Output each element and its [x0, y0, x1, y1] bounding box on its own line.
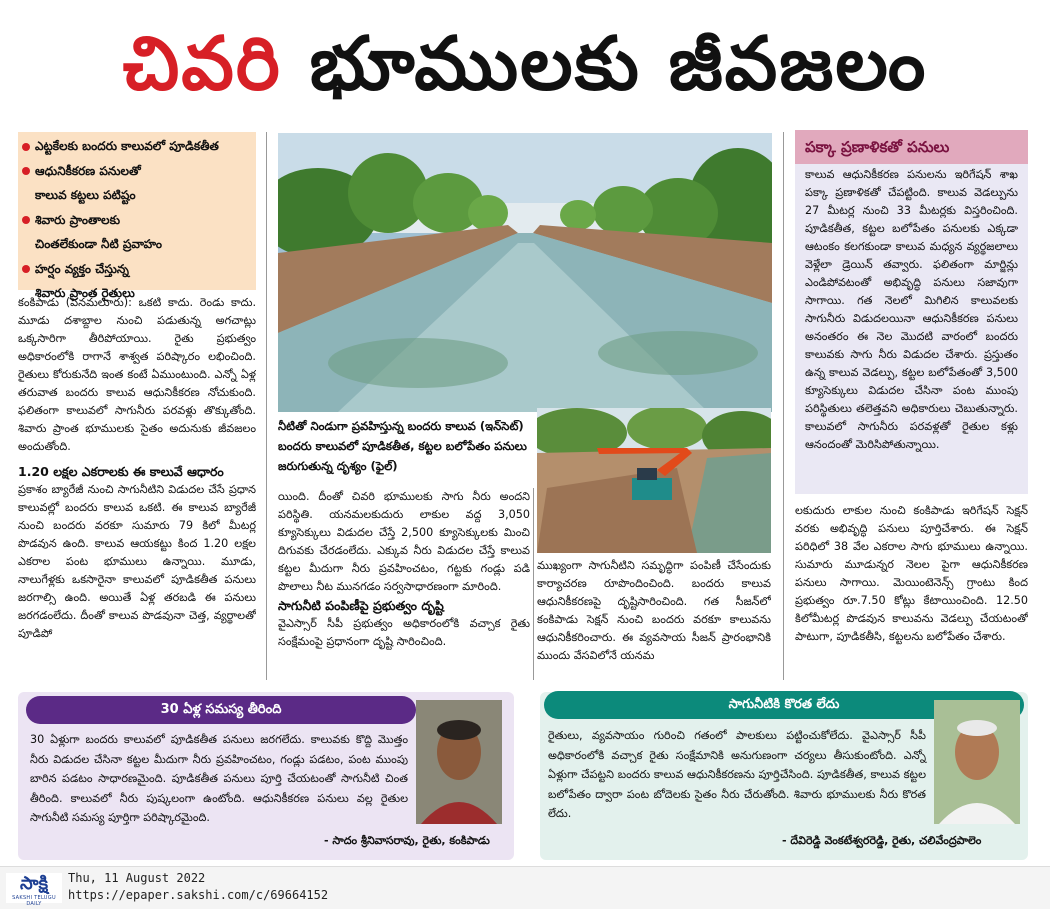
- article-column-4: [795, 502, 1028, 682]
- quote-text-left: 30 ఏళ్లుగా బందరు కాలువలో పూడికతీత పనులు జరగలేదు. కాలువకు కొద్ది మొత్తం నీరు విడుదల చేసినా కట్టల మీదుగా నీరు ప్రవహించటం, గండ్లు పడటం, పంట ముంపు బారిన పడటం సాధారణమైంది. పూడికతీత పనులు పూర్తి చేయటంతో సాగునీటి చింత తీరింది. కాలువలో నీరు పుష్కలంగా ఉంటోంది. ఆధునికీకరణ పనులు వల్ల రైతుల సాగునీటి సమస్య పూర్తిగా పరిష్కారమైంది.: [30, 733, 408, 824]
- article-subheading: సాగునీటి పంపిణీపై ప్రభుత్వం దృష్టి: [278, 598, 444, 613]
- quote-text-right: రైతులు, వ్యవసాయం గురించి గతంలో పాలకులు పట్టించుకోలేదు. వైఎస్సార్ సీపీ అధికారంలోకి వచ్చాక రైతు సంక్షేమానికి అనుగుణంగా చర్యలు తీసుకుంటోంది. ఎన్నో ఏళ్లుగా చేపట్టని బందరు కాలువ ఆధునికీకరణను పూర్తిచేసింది. పూడికతీత, కాలువ కట్టల బలోపేతం ద్వారా పంట బోదెలకు సైతం నీరు చేరుతోంది. శివారు భూములకు నీరు కొరత లేదు.: [548, 729, 926, 820]
- sakshi-logo[interactable]: [6, 873, 62, 907]
- headline: [0, 0, 1050, 128]
- bullet-icon: [22, 167, 30, 175]
- article-paragraph: ముఖ్యంగా సాగునీటిని సమృద్ధిగా పంపిణీ చేసేందుకు కార్యాచరణ రూపొందించింది. బందరు కాలువ ఆధునికీకరణపై దృష్టిసారించింది. గత సీజన్‌లో కంకిపాడు సెక్షన్ నుంచి బందరు వరకూ కాలువను ఆధునికీకరించారు. ఈ వ్యవసాయ సీజన్ ప్రారంభానికి ముందు వేసవిలోనే యనమ: [537, 559, 771, 662]
- highlight-item: చింతలేకుండా నీటి ప్రవాహం: [35, 237, 162, 251]
- article-paragraph: లకుదురు లాకుల నుంచి కంకిపాడు ఇరిగేషన్ సెక్షన్ వరకు అభివృద్ధి పనులు పూర్తిచేశారు. ఈ సెక్షన్ పరిధిలో 38 వేల ఎకరాల సాగు భూములు ఉన్నాయి. సుమారు మూడున్నర నెలల పైగా ఆధునికీకరణ పనులు సాగాయి. మెయింటెనెన్స్ గ్రాంటు కింద ప్రభుత్వం రూ.7.50 కోట్లు కేటాయించింది. 12.50 కిలోమీటర్ల పొడవున కాలువను వెడల్పు చేయటంతో పాటుగా, పూడికతీసి, కట్టలను బలోపేతం చేశారు.: [795, 504, 1028, 643]
- person-icon: [934, 700, 1020, 824]
- bullet-icon: [22, 265, 30, 273]
- highlight-item: శివారు ప్రాంత రైతులు: [35, 286, 135, 300]
- edition-date: Thu, 11 August 2022: [68, 871, 206, 885]
- highlight-item: ఆధునికీకరణ పనులతో: [22, 159, 252, 184]
- quote-signature-left: - సాదం శ్రీనివాసరావు, రైతు, కంకిపాడు: [324, 834, 490, 847]
- column-divider: [533, 488, 534, 680]
- sidebar-title: పక్కా ప్రణాళికతో పనులు: [795, 130, 1028, 164]
- article-paragraph: కంకిపాడు (పెనమలూరు): ఒకటి కాదు. రెండు కాదు. మూడు దశాబ్దాల నుంచి పడుతున్న అగచాట్లు ఒక్కసారిగా తీరిపోయాయి. రైతు ప్రభుత్వం అధికారంలోకి రాగానే శాశ్వత పరిష్కారం లభించింది. రైతులు కోరుకునేది ఇంత కంటే ఏముంటుంది. ఎన్నో ఏళ్ల తరువాత బందరు కాలువ ఆధునికీకరణ నోచుకుంది. ఫలితంగా కాలువలో సాగునీరు పరవళ్లు తొక్కుతోంది. శివారు ప్రాంత భూములకు సైతం అదునుకు జీవజలం అందుతోంది.: [18, 296, 256, 453]
- column-divider: [266, 132, 267, 680]
- photo-caption: నీటితో నిండుగా ప్రవహిస్తున్న బందరు కాలువ (ఇన్‌సెట్) బందరు కాలువలో పూడికతీత, కట్టల బలోపేతం పనులు జరుగుతున్న దృశ్యం (ఫైల్): [278, 419, 527, 473]
- article-column-3: [537, 557, 771, 681]
- sidebar-box: [795, 164, 1028, 494]
- article-paragraph: వైఎస్సార్ సీపీ ప్రభుత్వం అధికారంలోకి వచ్చాక రైతు సంక్షేమంపై ప్రధానంగా దృష్టి సారించింది.: [278, 617, 530, 648]
- epaper-link[interactable]: https://epaper.sakshi.com/c/69664152: [68, 888, 329, 902]
- headline-red: చివరి: [122, 21, 282, 107]
- logo-subtitle: SAKSHI TELUGU DAILY: [12, 895, 56, 907]
- person-icon: [416, 700, 502, 824]
- article-column-1: [18, 294, 256, 682]
- article-subheading: 1.20 లక్షల ఎకరాలకు ఈ కాలువే ఆధారం: [18, 464, 224, 479]
- highlights-box: [18, 132, 256, 300]
- footer: [0, 866, 1050, 909]
- column-divider: [783, 132, 784, 680]
- excavator-photo-illustration: [537, 408, 771, 553]
- farmer-photo-right: [934, 700, 1020, 824]
- quote-signature-right: - దేవిరెడ్డి వెంకటేశ్వరరెడ్డి, రైతు, చలివేంద్రపాలెం: [782, 834, 982, 847]
- canal-photo-illustration: [278, 133, 772, 412]
- sidebar-text: కాలువ ఆధునికీకరణ పనులను ఇరిగేషన్ శాఖ పక్కా ప్రణాళికతో చేపట్టింది. కాలువ వెడల్పును 27 మీటర్ల నుంచి 33 మీటర్లకు విస్తరించింది. పూడికతీత, కట్టల బలోపేతం పనులకు ఎక్కడా ఆటంకం కలగకుండా కాలువ మధ్యన వ్యర్థజలాలు వెళ్లేలా డ్రెయిన్ తవ్వారు. ఫలితంగా మార్జిన్లు ఎండిపోవటంతో అభివృద్ధి పనులు సజావుగా సాగాయి. గత నెలలో మిగిలిన కాలువలకు సాగునీరు విడుదలయినా ఆధునికీకరణ పనులు అనంతరం ఈ నెల మొదటి వారంలో బందరు కాలువకు సాగు నీరు విడుదల చేశారు. ప్రస్తుతం ఉన్న కాలువ వెడల్పు, కట్టల బలోపేతంతో 3,500 క్యూసెక్కులు విడుదల చేసినా పంట ముంపు పరిస్థితులు తలెత్తవని అధికారులు చెబుతున్నారు. కాలువలో సాగునీరు పరవళ్లతో రైతుల కళ్లు ఆనందంతో మెరిసిపోతున్నాయి.: [805, 168, 1018, 451]
- highlight-item: శివారు ప్రాంతాలకు: [22, 208, 252, 233]
- article-paragraph: యింది. దీంతో చివరి భూములకు సాగు నీరు అందని పరిస్థితి. యనమలకుదురు లాకుల వద్ద 3,050 క్యూసెక్కులు విడుదల చేస్తే 2,500 క్యూసెక్కులకు మించి దిగువకు చేరడంలేదు. ఎక్కువ నీరు విడుదల చేస్తే కాలువ కట్టల మీదుగా నీరు ప్రవహించటం, గట్టకు గండ్లు పడి పొలాలు నీట మునగడం సర్వసాధారణంగా మారింది.: [278, 490, 530, 593]
- article-paragraph: ప్రకాశం బ్యారేజీ నుంచి సాగునీటిని విడుదల చేసే ప్రధాన కాలువల్లో బందరు కాలువ ఒకటి. ఈ కాలువ బ్యారేజీ నుంచి బందరు వరకూ సుమారు 79 కిలో మీటర్ల పొడవున ఉంది. కాలువ ఆయకట్టు కింద 1.20 లక్షల ఎకరాల పంట భూములు ఉన్నాయి. మూడు, నాలుగేళ్లకు ఒకసారైనా కాలువలో పూడికతీత పనులు జరగాల్సి ఉంది. అయితే ఏళ్ల తరబడి ఈ పనులు జరగడంలేదు. దీంతో కాలువ పొడవునా చెత్త, వ్యర్థాలతో పూడిపో: [18, 483, 256, 640]
- excavator-photo: [537, 408, 771, 553]
- farmer-photo-left: [416, 700, 502, 824]
- article-column-2: [278, 488, 530, 680]
- highlight-item: ఎట్టకేలకు బందరు కాలువలో పూడికతీత: [22, 134, 252, 159]
- quote-title-right: సాగునీటికి కొరత లేదు: [544, 691, 1024, 719]
- bullet-icon: [22, 143, 30, 151]
- bullet-icon: [22, 216, 30, 224]
- highlight-item: హర్షం వ్యక్తం చేస్తున్న: [22, 257, 252, 282]
- headline-black: భూములకు జీవజలం: [281, 21, 928, 107]
- logo-text: సాక్షి: [20, 873, 48, 894]
- canal-photo: [278, 133, 772, 412]
- highlight-item: కాలువ కట్టలు పటిష్టం: [35, 188, 136, 202]
- quote-title-left: 30 ఏళ్ల సమస్య తీరింది: [26, 696, 416, 724]
